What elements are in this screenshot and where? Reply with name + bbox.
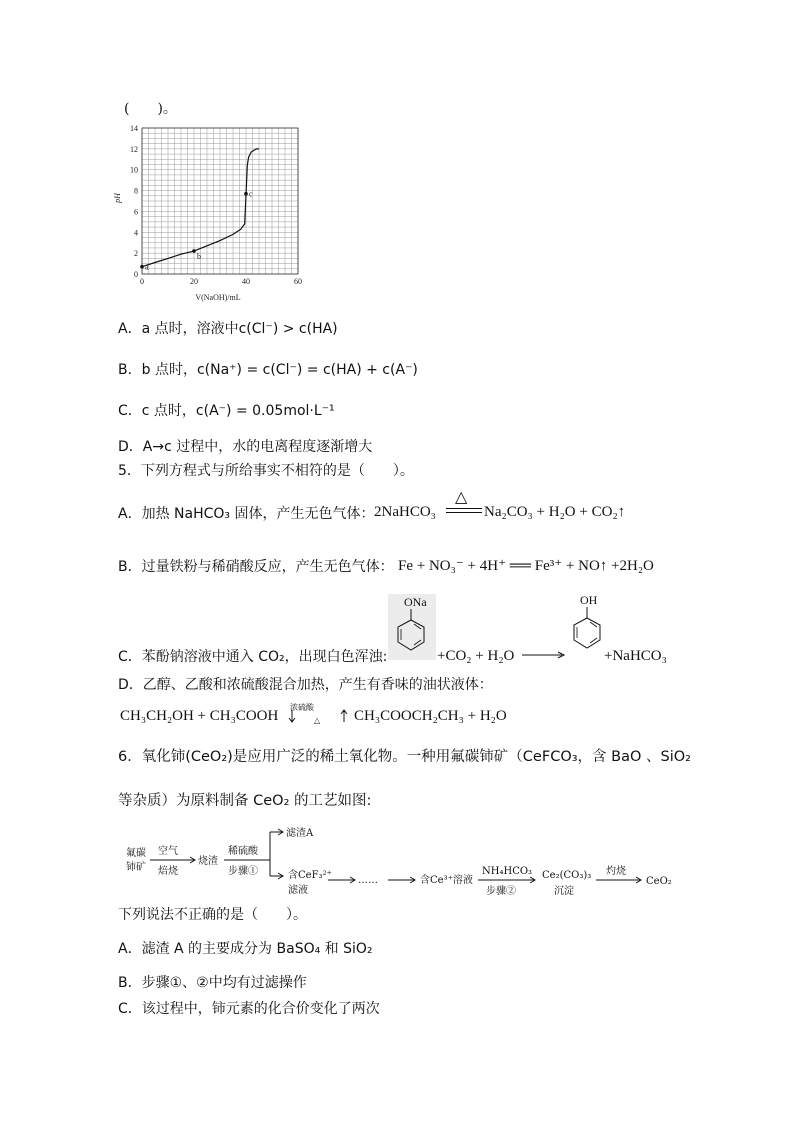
svg-text:NH₄HCO₃: NH₄HCO₃ bbox=[482, 866, 533, 877]
svg-text:焙烧: 焙烧 bbox=[158, 866, 178, 877]
chart-grid bbox=[142, 128, 298, 274]
q5-a-rhs: Na₂CO₃ + H₂O + CO₂↑ bbox=[484, 504, 626, 520]
svg-text:……: …… bbox=[358, 875, 378, 886]
y-tick-label: 4 bbox=[134, 228, 138, 238]
svg-text:沉淀: 沉淀 bbox=[554, 886, 574, 897]
q5-d-rhs: CH₃COOCH₂CH₃ + H₂O bbox=[354, 708, 507, 724]
svg-text:含CeF₃²⁺: 含CeF₃²⁺ bbox=[288, 870, 332, 881]
q4-stem-tail: ( )。 bbox=[124, 101, 177, 117]
q5-d-condition-top: 浓硫酸 bbox=[290, 703, 314, 712]
sodium-phenoxide-structure bbox=[388, 594, 436, 660]
q6-option-c: C．该过程中，铈元素的化合价变化了两次 bbox=[118, 1001, 380, 1017]
svg-text:步骤②: 步骤② bbox=[486, 886, 516, 897]
q4-option-b: B．b 点时，c(Na⁺) = c(Cl⁻) = c(HA) + c(A⁻) bbox=[118, 362, 418, 378]
y-tick-label: 12 bbox=[130, 144, 138, 154]
svg-text:CeO₂: CeO₂ bbox=[646, 876, 672, 887]
y-tick-label: 0 bbox=[134, 270, 138, 279]
svg-text:铈矿: 铈矿 bbox=[126, 862, 146, 873]
svg-text:步骤①: 步骤① bbox=[228, 866, 258, 877]
q4-option-d: D．A→c 过程中，水的电离程度逐渐增大 bbox=[118, 439, 373, 455]
point-label-b: b bbox=[197, 252, 201, 262]
y-axis-label: pH bbox=[113, 193, 122, 203]
svg-text:滤渣A: 滤渣A bbox=[286, 828, 314, 839]
svg-text:Ce₂(CO₃)₃: Ce₂(CO₃)₃ bbox=[542, 870, 592, 881]
svg-text:稀硫酸: 稀硫酸 bbox=[228, 846, 258, 857]
x-tick-label: 20 bbox=[190, 277, 198, 286]
point-c bbox=[244, 192, 248, 196]
q5-option-d: D．乙醇、乙酸和浓硫酸混合加热，产生有香味的油状液体： bbox=[118, 677, 493, 693]
y-tick-label: 8 bbox=[134, 186, 138, 196]
q5-option-b: B．过量铁粉与稀硝酸反应，产生无色气体： bbox=[118, 559, 394, 575]
point-b bbox=[192, 249, 196, 253]
q5-b-equation: Fe + NO₃⁻ + 4H⁺ ══ Fe³⁺ + NO↑ +2H₂O bbox=[398, 558, 654, 574]
svg-text:氟碳: 氟碳 bbox=[126, 848, 146, 859]
q6-stem-line1: 6．氧化铈(CeO₂)是应用广泛的稀土氧化物。一种用氟碳铈矿（CeFCO₃，含 BaO 、SiO₂ bbox=[118, 749, 691, 765]
q5-a-double-bar bbox=[446, 508, 482, 513]
x-tick-label: 0 bbox=[140, 277, 144, 286]
q5-c-arrow bbox=[522, 648, 566, 660]
q5-c-tail: +NaHCO₃ bbox=[604, 648, 667, 664]
point-label-a: a bbox=[145, 262, 149, 272]
svg-text:含Ce³⁺溶液: 含Ce³⁺溶液 bbox=[420, 875, 473, 886]
y-tick-label: 2 bbox=[134, 249, 138, 259]
q6-question: 下列说法不正确的是（ ）。 bbox=[118, 907, 307, 923]
chart-points bbox=[140, 190, 253, 272]
point-a bbox=[140, 265, 144, 269]
x-tick-label: 40 bbox=[242, 277, 250, 286]
x-tick-label: 60 bbox=[294, 277, 302, 286]
titration-chart bbox=[112, 118, 312, 308]
y-tick-label: 14 bbox=[130, 124, 138, 133]
svg-text:空气: 空气 bbox=[158, 846, 178, 857]
q4-option-c: C．c 点时，c(A⁻) = 0.05mol·L⁻¹ bbox=[118, 403, 335, 419]
q5-a-condition: △ bbox=[455, 489, 468, 506]
y-tick-label: 10 bbox=[130, 165, 138, 175]
y-tick-label: 6 bbox=[134, 207, 138, 217]
q5-option-c: C．苯酚钠溶液中通入 CO₂，出现白色浑浊: bbox=[118, 649, 388, 665]
q5-d-lhs: CH₃CH₂OH + CH₃COOH bbox=[120, 708, 279, 724]
q6-stem-line2: 等杂质）为原料制备 CeO₂ 的工艺如图: bbox=[118, 793, 372, 809]
q5-d-condition-bottom: △ bbox=[314, 716, 321, 725]
q5-a-lhs: 2NaHCO₃ bbox=[374, 504, 436, 520]
q5-c-middle: +CO₂ + H₂O bbox=[437, 648, 515, 664]
x-axis-label: V(NaOH)/mL bbox=[195, 293, 241, 302]
q4-option-a: A．a 点时，溶液中c(Cl⁻) > c(HA) bbox=[118, 321, 338, 337]
svg-text:OH: OH bbox=[580, 593, 598, 607]
svg-text:滤液: 滤液 bbox=[288, 885, 308, 896]
svg-text:ONa: ONa bbox=[404, 595, 427, 609]
q6-option-a: A．滤渣 A 的主要成分为 BaSO₄ 和 SiO₂ bbox=[118, 941, 373, 957]
q5-stem: 5．下列方程式与所给事实不相符的是（ ）。 bbox=[118, 463, 414, 479]
phenol-structure bbox=[566, 592, 608, 658]
q6-option-b: B．步骤①、②中均有过滤操作 bbox=[118, 975, 307, 991]
q5-option-a: A．加热 NaHCO₃ 固体，产生无色气体： bbox=[118, 506, 375, 522]
point-label-c: c bbox=[249, 189, 253, 199]
svg-text:烧渣: 烧渣 bbox=[198, 856, 218, 867]
process-flow-diagram bbox=[118, 820, 678, 902]
svg-text:灼烧: 灼烧 bbox=[606, 866, 626, 877]
